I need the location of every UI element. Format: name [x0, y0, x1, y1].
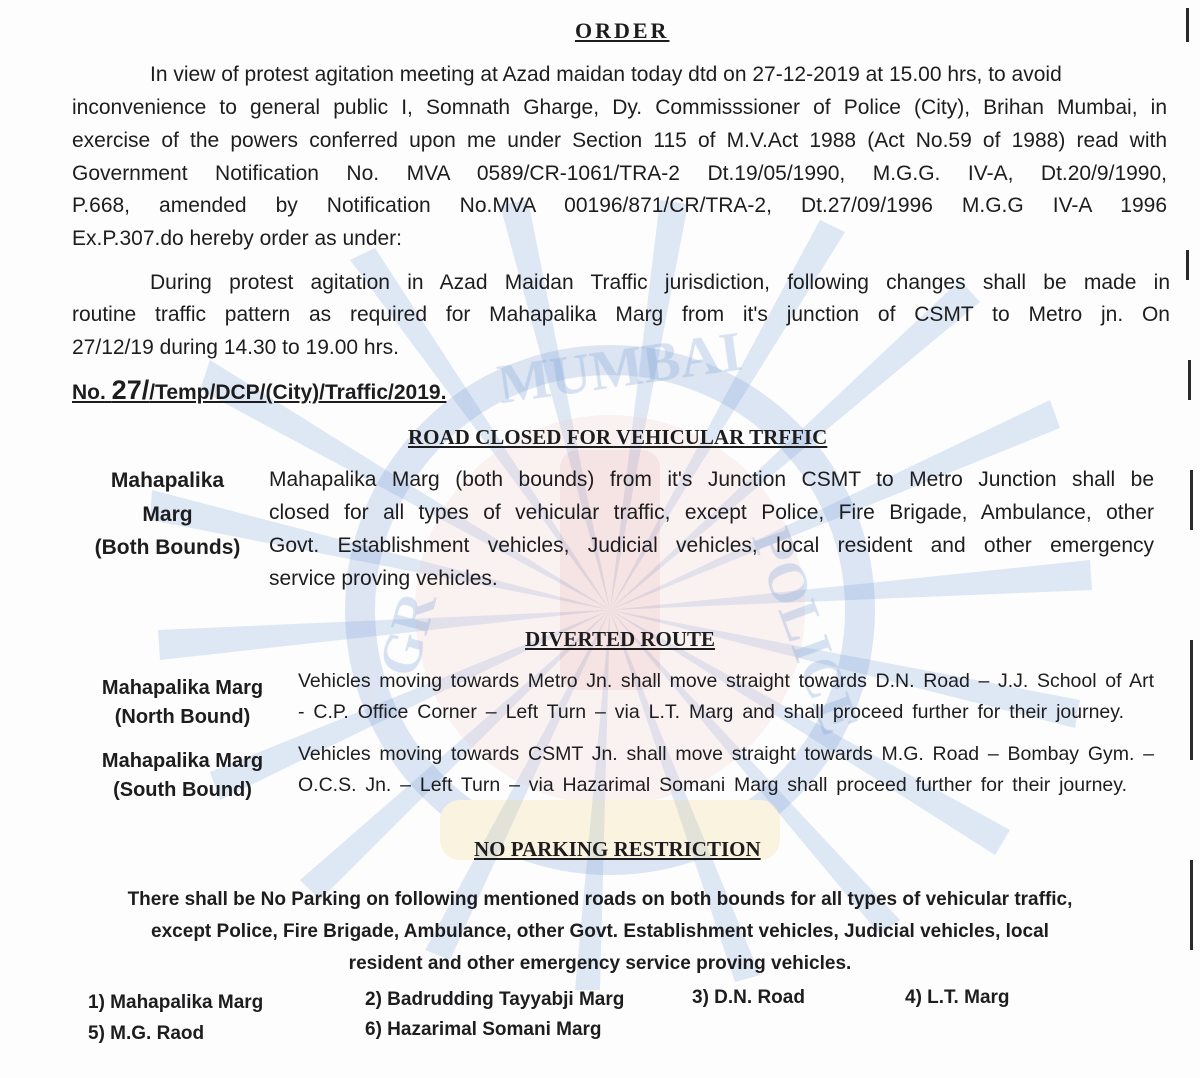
protest-line: 27/12/19 during 14.30 to 19.00 hrs. — [72, 336, 399, 359]
no-parking-road: 4) L.T. Marg — [905, 987, 1010, 1008]
no-parking-road: 3) D.N. Road — [692, 987, 805, 1008]
road-closed-road-name: Marg — [142, 503, 193, 526]
no-parking-road: 6) Hazarimal Somani Marg — [365, 1019, 602, 1040]
intro-line: exercise of the powers conferred upon me under Section 115 of M.V.Act 1988 (Act No.59 of 1988) read with — [72, 129, 1167, 152]
scan-edge-mark — [1190, 640, 1193, 760]
protest-line: During protest agitation in Azad Maidan Traffic jurisdiction, following changes shall be made in — [150, 271, 1170, 294]
no-parking-line: resident and other emergency service proving vehicles. — [348, 953, 852, 974]
road-closed-heading: ROAD CLOSED FOR VEHICULAR TRFFIC — [408, 425, 828, 449]
scan-edge-mark — [1188, 360, 1191, 400]
intro-line: Ex.P.307.do hereby order as under: — [72, 227, 403, 250]
intro-line: Government Notification No. MVA 0589/CR-1061/TRA-2 Dt.19/05/1990, M.G.G. IV-A, Dt.20/9/1990, — [72, 162, 1167, 185]
intro-line: inconvenience to general public I, Somnath Gharge, Dy. Commisssioner of Police (City), Brihan Mumbai, in — [72, 96, 1167, 119]
no-parking-road: 1) Mahapalika Marg — [88, 992, 264, 1013]
route-text-line: O.C.S. Jn. – Left Turn – via Hazarimal Somani Marg shall proceed further for their journey. — [298, 774, 1127, 796]
emblem-arc-left: GR — [367, 585, 450, 683]
no-parking-road: 5) M.G. Raod — [88, 1023, 205, 1044]
road-closed-text-line: Govt. Establishment vehicles, Judicial vehicles, local resident and other emergency — [269, 534, 1154, 557]
emblem-arc-top: MUMBAI — [493, 320, 746, 417]
scan-edge-mark — [1190, 470, 1193, 530]
route-text-line: Vehicles moving towards CSMT Jn. shall move straight towards M.G. Road – Bombay Gym. – — [298, 743, 1154, 765]
order-number-handwritten: 27/ — [111, 375, 150, 405]
no-parking-road: 2) Badrudding Tayyabji Marg — [365, 989, 625, 1010]
emblem-arc-right: POLICE — [739, 519, 871, 743]
route-bound: (North Bound) — [114, 706, 251, 728]
road-closed-text-line: closed for all types of vehicular traffic, except Police, Fire Brigade, Ambulance, other — [269, 501, 1154, 524]
no-parking-line: There shall be No Parking on following mentioned roads on both bounds for all types of vehicular traffic, — [127, 889, 1073, 910]
road-closed-text-line: service proving vehicles. — [269, 567, 498, 590]
scan-edge-mark — [1186, 8, 1189, 42]
route-road-name: Mahapalika Marg — [101, 750, 264, 772]
no-parking-line: except Police, Fire Brigade, Ambulance, other Govt. Establishment vehicles, Judicial vehicles, local — [151, 921, 1049, 942]
scan-edge-mark — [1190, 860, 1193, 950]
road-closed-text-line: Mahapalika Marg (both bounds) from it's Junction CSMT to Metro Junction shall be — [269, 468, 1154, 491]
document-title: ORDER — [575, 18, 670, 43]
road-closed-road-name: Mahapalika — [110, 469, 225, 492]
order-number-prefix: No. — [72, 381, 112, 404]
order-number-suffix: /Temp/DCP/(City)/Traffic/2019. — [149, 381, 447, 404]
intro-line: P.668, amended by Notification No.MVA 00196/871/CR/TRA-2, Dt.27/09/1996 M.G.G IV-A 1996 — [72, 194, 1167, 217]
no-parking-heading: NO PARKING RESTRICTION — [474, 837, 761, 861]
route-text-line: Vehicles moving towards Metro Jn. shall move straight towards D.N. Road – J.J. School of Art — [298, 670, 1154, 692]
route-road-name: Mahapalika Marg — [101, 677, 264, 699]
scan-edge-mark — [1186, 250, 1189, 280]
route-text-line: - C.P. Office Corner – Left Turn – via L.T. Marg and shall proceed further for their journey. — [298, 701, 1124, 723]
diverted-route-heading: DIVERTED ROUTE — [525, 627, 716, 651]
intro-line: In view of protest agitation meeting at Azad maidan today dtd on 27-12-2019 at 15.00 hrs, to avoid — [150, 63, 1062, 86]
protest-line: routine traffic pattern as required for Mahapalika Marg from it's junction of CSMT to Metro jn. On — [72, 303, 1170, 326]
road-closed-bound: (Both Bounds) — [94, 536, 241, 559]
order-number — [72, 375, 446, 408]
route-bound: (South Bound) — [113, 779, 252, 801]
